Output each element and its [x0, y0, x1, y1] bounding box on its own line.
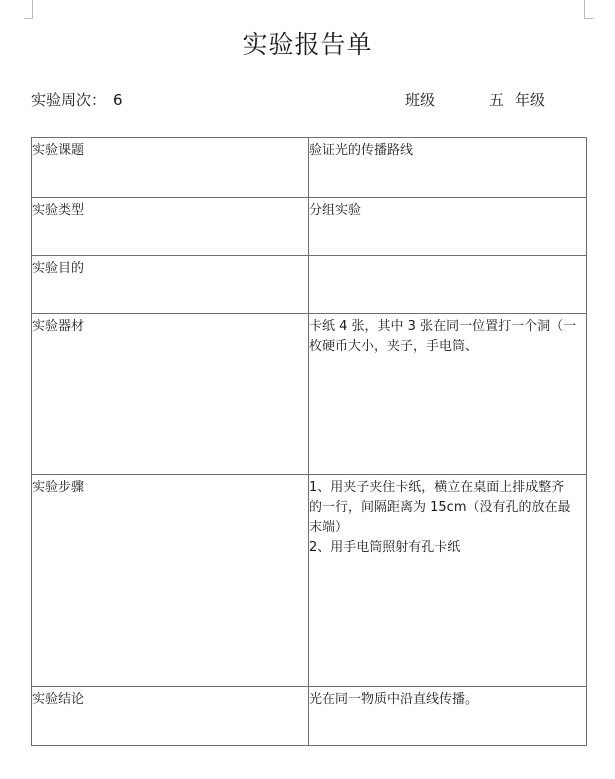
steps-label[interactable]: 实验步骤 [32, 475, 309, 687]
topic-label[interactable]: 实验课题 [32, 138, 309, 198]
materials-value-line: 枚硬币大小，夹子，手电筒、 [309, 339, 479, 354]
type-label[interactable]: 实验类型 [32, 198, 309, 256]
table-row-purpose [32, 256, 587, 314]
conclusion-label[interactable]: 实验结论 [32, 687, 309, 746]
table-row-type [32, 198, 587, 256]
topic-value[interactable] [309, 138, 587, 198]
week-value: 6 [113, 91, 123, 109]
conclusion-value-line: 光在同一物质中沿直线传播。 [309, 692, 479, 707]
report-table [31, 137, 587, 746]
class-label: 班级 [405, 91, 436, 109]
steps-value-line: 末端） [309, 520, 349, 535]
type-value-line: 分组实验 [309, 203, 362, 218]
materials-value[interactable] [309, 314, 587, 475]
materials-value-line: 卡纸 4 张，其中 3 张在同一位置打一个洞（一 [309, 319, 577, 334]
table-row-steps [32, 475, 587, 687]
week-label: 实验周次： [31, 91, 107, 109]
conclusion-value[interactable] [309, 687, 587, 746]
table-row-materials [32, 314, 587, 475]
document-title: 实验报告单 [242, 30, 373, 59]
type-value[interactable] [309, 198, 587, 256]
topic-value-line: 验证光的传播路线 [309, 143, 414, 158]
steps-value-line: 1、用夹子夹住卡纸，横立在桌面上排成整齐 [309, 480, 565, 495]
page-corner-mark-right [584, 0, 593, 19]
purpose-label[interactable]: 实验目的 [32, 256, 309, 314]
steps-value[interactable] [309, 475, 587, 687]
grade-number: 五 [489, 91, 505, 109]
steps-value-line: 2、用手电筒照射有孔卡纸 [309, 540, 461, 555]
purpose-value[interactable] [309, 256, 587, 314]
materials-label[interactable]: 实验器材 [32, 314, 309, 475]
grade-suffix: 年级 [515, 91, 546, 109]
table-row-conclusion [32, 687, 587, 746]
steps-value-line: 的一行，间隔距离为 15cm（没有孔的放在最 [309, 500, 571, 515]
page-corner-mark-left [24, 0, 33, 19]
table-row-topic [32, 138, 587, 198]
